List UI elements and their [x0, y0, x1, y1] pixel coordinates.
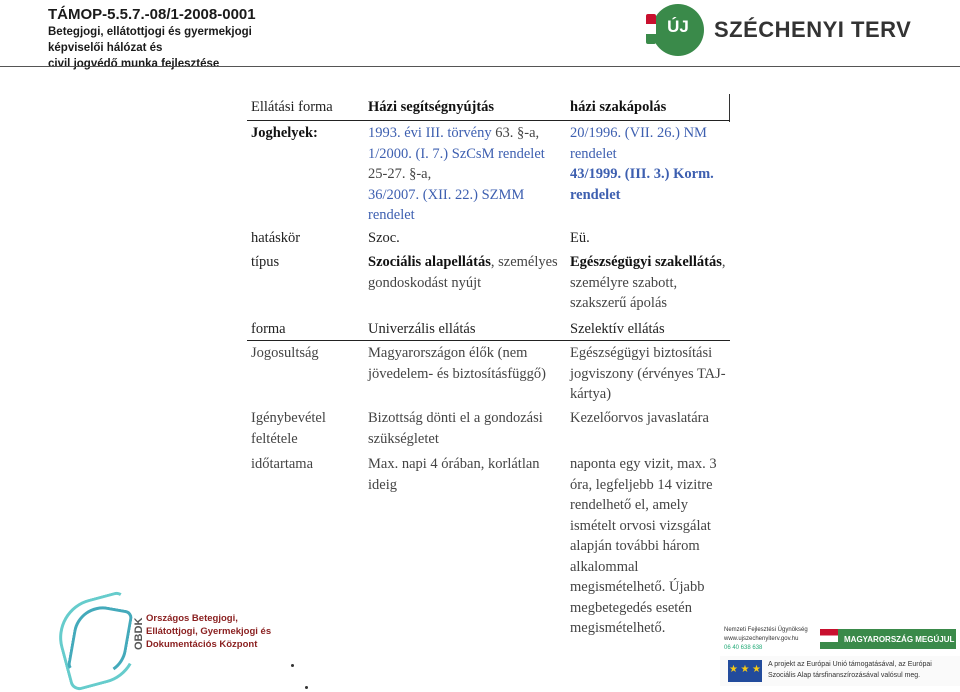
eu-support-banner: ★ ★ ★ A projekt az Európai Unió támogatásával, az Európai Szociális Alap társfinanszírozásával valósul meg.: [720, 656, 960, 686]
header-cell-home-help: Házi segítségnyújtás: [368, 99, 495, 115]
header-cell-home-nursing: házi szakápolás: [570, 99, 667, 115]
row-divider: [247, 340, 730, 341]
uj-badge: ÚJ: [652, 4, 704, 56]
row-label: Jogosultság: [251, 345, 319, 361]
nfu-logo: Nemzeti Fejlesztési Ügynökség www.ujszechenyiterv.gov.hu 06 40 638 638: [724, 627, 808, 651]
subtitle-line-1: Betegjogi, ellátottjogi és gyermekjogi: [48, 26, 252, 38]
table-edge: [729, 94, 730, 122]
decree-link[interactable]: 43/1999. (III. 3.) Korm. rendelet: [570, 166, 714, 203]
obdk-vertical-text: OBDK: [133, 617, 145, 650]
decree-link[interactable]: 36/2007. (XII. 22.) SZMM rendelet: [368, 186, 525, 223]
eu-flag-icon: ★ ★ ★: [728, 660, 762, 682]
magyarorszag-megujul-logo: MAGYARORSZÁG MEGÚJUL: [820, 628, 956, 650]
obdk-name: Országos Betegjogi, Ellátottjogi, Gyermekjogi és Dokumentációs Központ: [146, 613, 272, 650]
row-label: Igénybevétel feltétele: [251, 410, 326, 447]
row-label: típus: [251, 254, 280, 270]
comparison-table: Ellátási forma Házi segítségnyújtás házi szakápolás Joghelyek: 1993. évi III. törvény 63. §-a, 1/2000. (I. 7.) SzCsM rendelet 25-27. §-a, 36/2007. (XII. 22.) SZMM rendelet 20/1996. (VII. 26.) NM rendelet 43/1999. (III. 3.) Korm. rendelet hatáskör Szoc. Eü. típus Szociális alapellátás, személyes gondoskodást nyújt Egészségügyi szakellátás, személyre szabott, szakszerű ápolás forma Univerzális ellátás Szelektív ellátás Jogosultság Magyarországon élők (nem jövedelem- és biztosításfüggő) Egészségügyi biztosítási jogviszony (érvényes TAJ-kártya) Igénybevétel feltétele Bizottság dönti el a gondozási szükségletet Kezelőorvos javaslatára időtartama Max. napi 4 órában, korlátlan ideig naponta egy vizit, max. 3 óra, legfeljebb 14 vizitre rendelhető el, amely ismételt orvosi vizsgálat alapján további három alkalommal megismételhető. Újabb megbetegedés esetén megismételhető.: [247, 94, 730, 637]
flag-icon: [820, 629, 838, 649]
document-header: [48, 6, 256, 72]
row-label: időtartama: [251, 456, 314, 472]
row-divider: [247, 120, 730, 121]
legal-references-home-help: 1993. évi III. törvény 63. §-a, 1/2000. (I. 7.) SzCsM rendelet 25-27. §-a, 36/2007. (XII. 22.) SZMM rendelet: [368, 125, 545, 223]
subtitle-line-2: képviselői hálózat és: [48, 42, 163, 54]
legal-references-home-nursing: [570, 123, 728, 205]
decree-link[interactable]: 1/2000. (I. 7.) SzCsM rendelet: [368, 145, 545, 162]
decree-link[interactable]: 20/1996. (VII. 26.) NM rendelet: [570, 125, 707, 162]
brand-name: SZÉCHENYI TERV: [714, 17, 912, 42]
header-divider: [0, 66, 960, 67]
subtitle-line-3: civil jogvédő munka fejlesztése: [48, 58, 220, 70]
obdk-logo: [50, 588, 275, 688]
row-label: hatáskör: [251, 230, 301, 246]
decorative-dot: [305, 686, 308, 689]
row-label: forma: [251, 321, 286, 337]
decorative-dot: [291, 664, 294, 667]
project-code: TÁMOP-5.5.7.-08/1-2008-0001: [48, 6, 256, 23]
szechenyi-logo: [652, 4, 911, 56]
header-cell-form: Ellátási forma: [251, 99, 333, 115]
law-link[interactable]: 1993. évi III. törvény: [368, 125, 492, 141]
row-label: Joghelyek:: [251, 125, 318, 141]
